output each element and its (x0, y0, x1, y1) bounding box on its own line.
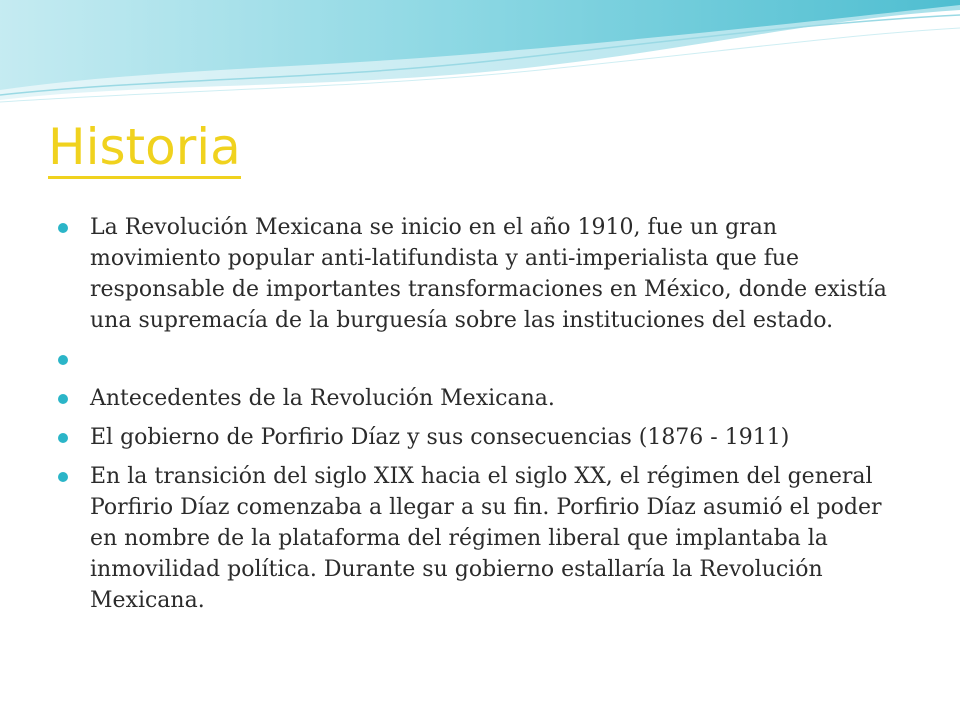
bullet-text: El gobierno de Porfirio Díaz y sus consecuencias (1876 - 1911) (90, 425, 790, 450)
bullet-dot-icon (58, 355, 68, 365)
bullet-dot-icon (58, 394, 68, 404)
bullet-text: Antecedentes de la Revolución Mexicana. (90, 386, 555, 411)
bullet-text: La Revolución Mexicana se inicio en el año 1910, fue un gran movimiento popular anti-latifundista y anti-imperialista que fue responsable de importantes transformaciones en México, donde existía una supremacía de la burguesía sobre las instituciones del estado. (90, 215, 887, 333)
bullet-dot-icon (58, 472, 68, 482)
slide-title-text[interactable]: Historia (48, 118, 241, 179)
bullet-item-empty (54, 344, 904, 375)
decorative-wave-header (0, 0, 960, 120)
bullet-text: En la transición del siglo XIX hacia el siglo XX, el régimen del general Porfirio Díaz comenzaba a llegar a su fin. Porfirio Díaz asumió el poder en nombre de la plataforma del régimen liberal que implantaba la inmovilidad política. Durante su gobierno estallaría la Revolución Mexicana. (90, 464, 882, 613)
bullet-item (54, 461, 904, 616)
bullet-dot-icon (58, 223, 68, 233)
slide-body (54, 212, 904, 624)
bullet-dot-icon (58, 433, 68, 443)
bullet-item (54, 383, 904, 414)
bullet-item (54, 212, 904, 336)
bullet-item (54, 422, 904, 453)
slide-title[interactable] (48, 120, 241, 175)
bullet-list (54, 212, 904, 616)
